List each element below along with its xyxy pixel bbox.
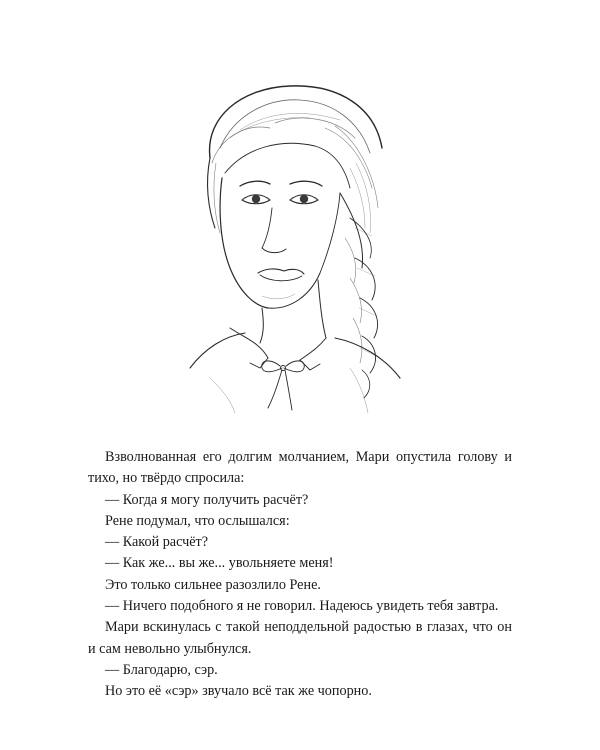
paragraph: — Благодарю, сэр. (105, 661, 218, 678)
portrait-sketch (150, 68, 450, 428)
paragraph: — Как же... вы же... увольняете меня! (105, 555, 334, 572)
paragraph: Это только сильнее разозлило Рене. (105, 576, 321, 593)
paragraph: — Когда я могу получить расчёт? (105, 491, 309, 508)
paragraph: Мари вскинулась с такой неподдельной радостью в глазах, что он и сам невольно улыбнулся. (88, 619, 512, 657)
paragraph: Взволнованная его долгим молчанием, Мари опустила голову и тихо, но твёрдо спросила: (88, 449, 512, 487)
portrait-illustration (150, 68, 450, 428)
paragraph: — Ничего подобного я не говорил. Надеюсь увидеть тебя завтра. (105, 598, 499, 615)
paragraph: — Какой расчёт? (105, 534, 209, 551)
story-text (88, 447, 512, 703)
paragraph: Рене подумал, что ослышался: (105, 512, 290, 529)
paragraph: Но это её «сэр» звучало всё так же чопорно. (105, 683, 372, 700)
